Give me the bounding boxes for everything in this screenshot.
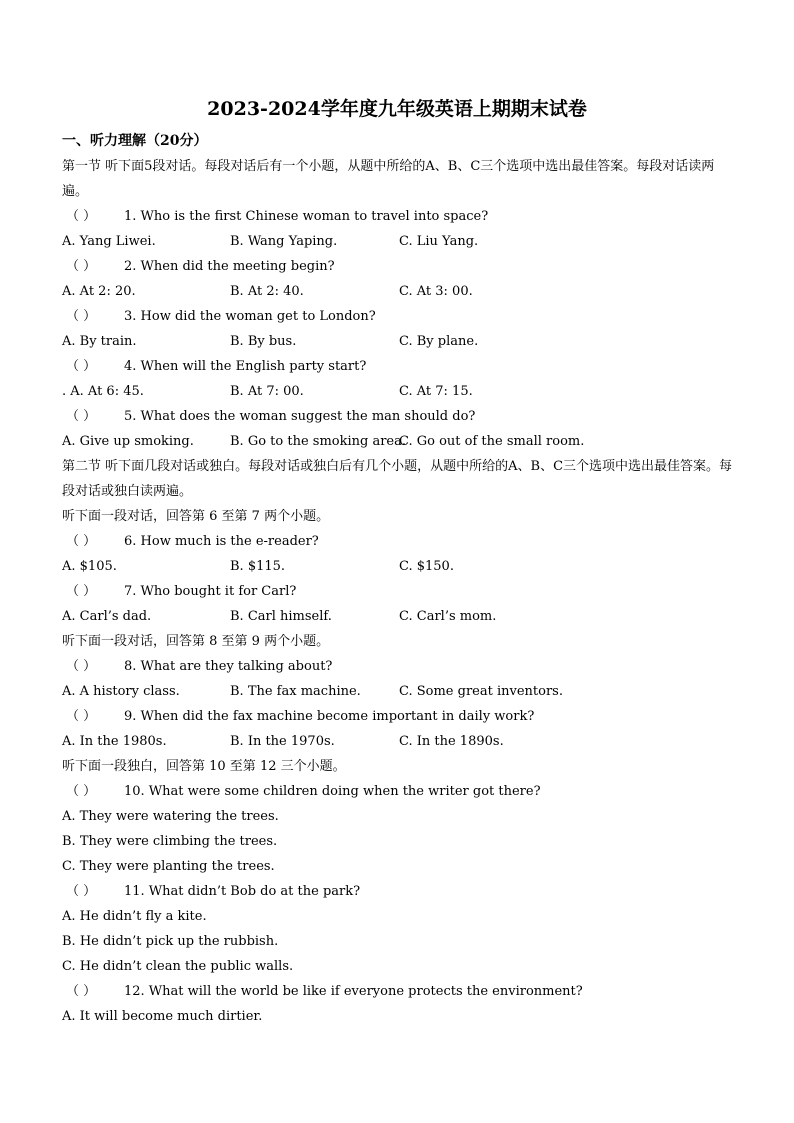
option-b: B. At 7: 00. xyxy=(230,384,304,399)
question-2 xyxy=(62,254,734,279)
options-7 xyxy=(62,604,734,629)
option-a: A. By train. xyxy=(62,334,137,349)
option-a: A. At 2: 20. xyxy=(62,284,136,299)
option-b: B. At 2: 40. xyxy=(230,284,304,299)
question-text: 5. What does the woman suggest the man should do? xyxy=(124,409,476,424)
dialog-2-intro: 听下面一段对话，回答第 8 至第 9 两个小题。 xyxy=(62,634,330,649)
option-c: C. By plane. xyxy=(399,334,479,349)
question-9 xyxy=(62,704,734,729)
options-9 xyxy=(62,729,734,754)
option-c: C. Liu Yang. xyxy=(399,234,479,249)
options-2 xyxy=(62,279,734,304)
question-text: 2. When did the meeting begin? xyxy=(124,259,335,274)
option-a: A. It will become much dirtier. xyxy=(62,1009,263,1024)
option-b: B. The fax machine. xyxy=(230,684,361,699)
answer-blank[interactable]: （ ） xyxy=(66,309,97,324)
option-a: A. $105. xyxy=(62,559,117,574)
option-b: B. He didn’t pick up the rubbish. xyxy=(62,934,279,949)
option-c: C. $150. xyxy=(399,559,454,574)
question-text: 6. How much is the e-reader? xyxy=(124,534,319,549)
answer-blank[interactable]: （ ） xyxy=(66,659,97,674)
option-b: B. By bus. xyxy=(230,334,297,349)
answer-blank[interactable]: （ ） xyxy=(66,359,97,374)
question-10 xyxy=(62,779,734,804)
part2-intro: 第二节 听下面几段对话或独白。每段对话或独白后有几个小题，从题中所给的A、B、C三个选项中选出最佳答案。每段对话或独白读两遍。 xyxy=(62,459,733,499)
option-a: . A. At 6: 45. xyxy=(62,384,144,399)
option-b: B. $115. xyxy=(230,559,286,574)
answer-blank[interactable]: （ ） xyxy=(66,884,97,899)
question-text: 12. What will the world be like if everyone protects the environment? xyxy=(124,984,583,999)
question-text: 9. When did the fax machine become important in daily work? xyxy=(124,709,535,724)
exam-content xyxy=(62,154,734,1029)
option-c: C. In the 1890s. xyxy=(399,734,504,749)
option-b: B. In the 1970s. xyxy=(230,734,335,749)
answer-blank[interactable]: （ ） xyxy=(66,984,97,999)
answer-blank[interactable]: （ ） xyxy=(66,259,97,274)
options-5 xyxy=(62,429,734,454)
page-title: 2023-2024学年度九年级英语上期期末试卷 xyxy=(207,98,587,120)
option-b: B. They were climbing the trees. xyxy=(62,834,278,849)
question-text: 7. Who bought it for Carl? xyxy=(124,584,297,599)
question-12 xyxy=(62,979,734,1004)
question-11 xyxy=(62,879,734,904)
monologue-intro: 听下面一段独白，回答第 10 至第 12 三个小题。 xyxy=(62,759,346,774)
question-text: 1. Who is the first Chinese woman to travel into space? xyxy=(124,209,489,224)
option-a: A. In the 1980s. xyxy=(62,734,167,749)
option-a: A. He didn’t fly a kite. xyxy=(62,909,207,924)
question-text: 11. What didn’t Bob do at the park? xyxy=(124,884,361,899)
answer-blank[interactable]: （ ） xyxy=(66,209,97,224)
option-c: C. Go out of the small room. xyxy=(399,434,585,449)
option-b: B. Go to the smoking area. xyxy=(230,434,406,449)
dialog-1-intro: 听下面一段对话，回答第 6 至第 7 两个小题。 xyxy=(62,509,330,524)
question-5 xyxy=(62,404,734,429)
question-text: 8. What are they talking about? xyxy=(124,659,333,674)
option-c: C. Carl’s mom. xyxy=(399,609,497,624)
question-3 xyxy=(62,304,734,329)
section-heading-listening: 一、听力理解（20分） xyxy=(62,133,208,149)
answer-blank[interactable]: （ ） xyxy=(66,534,97,549)
options-1 xyxy=(62,229,734,254)
answer-blank[interactable]: （ ） xyxy=(66,409,97,424)
question-1 xyxy=(62,204,734,229)
question-7 xyxy=(62,579,734,604)
part1-intro: 第一节 听下面5段对话。每段对话后有一个小题，从题中所给的A、B、C三个选项中选出最佳答案。每段对话读两遍。 xyxy=(62,159,715,199)
option-a: A. Carl’s dad. xyxy=(62,609,152,624)
option-a: A. They were watering the trees. xyxy=(62,809,279,824)
answer-blank[interactable]: （ ） xyxy=(66,584,97,599)
option-c: C. At 3: 00. xyxy=(399,284,473,299)
option-b: B. Wang Yaping. xyxy=(230,234,338,249)
question-text: 3. How did the woman get to London? xyxy=(124,309,376,324)
options-3 xyxy=(62,329,734,354)
option-a: A. A history class. xyxy=(62,684,180,699)
question-text: 10. What were some children doing when the writer got there? xyxy=(124,784,541,799)
option-a: A. Yang Liwei. xyxy=(62,234,156,249)
question-6 xyxy=(62,529,734,554)
option-b: B. Carl himself. xyxy=(230,609,332,624)
option-c: C. Some great inventors. xyxy=(399,684,563,699)
options-4 xyxy=(62,379,734,404)
option-c: C. They were planting the trees. xyxy=(62,859,275,874)
option-c: C. He didn’t clean the public walls. xyxy=(62,959,294,974)
answer-blank[interactable]: （ ） xyxy=(66,784,97,799)
question-4 xyxy=(62,354,734,379)
question-8 xyxy=(62,654,734,679)
question-text: 4. When will the English party start? xyxy=(124,359,367,374)
options-8 xyxy=(62,679,734,704)
option-c: C. At 7: 15. xyxy=(399,384,473,399)
option-a: A. Give up smoking. xyxy=(62,434,194,449)
options-6 xyxy=(62,554,734,579)
answer-blank[interactable]: （ ） xyxy=(66,709,97,724)
